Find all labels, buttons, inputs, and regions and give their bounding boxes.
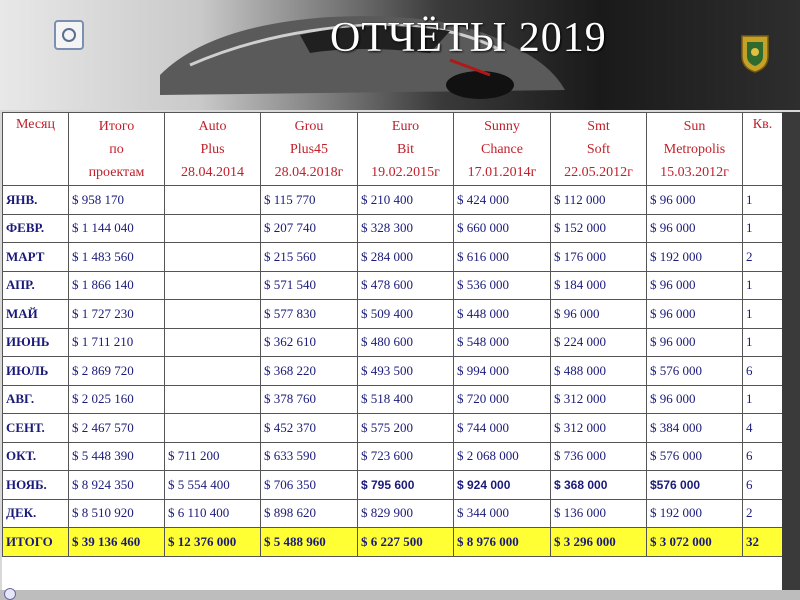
table-cell: $ 312 000 [551,414,647,443]
table-cell: $ 478 600 [358,271,454,300]
total-cell: $ 3 296 000 [551,528,647,557]
table-cell: $ 112 000 [551,186,647,215]
table-cell: $ 6 110 400 [165,499,261,528]
column-header [551,113,647,186]
column-header-line: Sunny [484,118,520,134]
column-header-line: Euro [391,118,420,134]
table-cell: $ 96 000 [647,186,743,215]
column-header-line: 19.02.2015г [371,164,440,180]
table-cell: $ 924 000 [454,471,551,500]
table-row [3,214,783,243]
column-header-line: Smt [587,118,610,134]
table-cell: 1 [743,328,783,357]
column-header-line: Chance [481,141,523,157]
column-header [743,113,783,186]
table-cell: $ 312 000 [551,385,647,414]
column-header-line: 15.03.2012г [660,164,729,180]
table-cell: $ 509 400 [358,300,454,329]
table-cell: $ 706 350 [261,471,358,500]
table-row [3,300,783,329]
table-row [3,499,783,528]
table-row [3,414,783,443]
table-cell: $ 2 869 720 [69,357,165,386]
company-logo-icon [54,20,84,50]
table-cell [165,214,261,243]
table-cell: $ 493 500 [358,357,454,386]
column-header [69,113,165,186]
table-cell: 1 [743,214,783,243]
table-cell: $ 2 025 160 [69,385,165,414]
table-row [3,471,783,500]
coat-of-arms-icon [738,30,772,74]
month-cell: МАЙ [3,300,69,329]
table-cell: $ 5 448 390 [69,442,165,471]
table-cell [165,357,261,386]
table-cell: $ 8 510 920 [69,499,165,528]
table-cell: $ 898 620 [261,499,358,528]
table-cell: $ 378 760 [261,385,358,414]
month-cell: СЕНТ. [3,414,69,443]
table-cell: $ 795 600 [358,471,454,500]
table-cell: $ 384 000 [647,414,743,443]
table-row [3,186,783,215]
table-cell: $ 96 000 [551,300,647,329]
table-cell: $ 96 000 [647,214,743,243]
total-cell: $ 5 488 960 [261,528,358,557]
column-header-line: Bit [396,141,415,157]
column-header-line: проектам [88,164,145,180]
column-header-line: 28.04.2018г [274,164,344,180]
table-cell: $ 8 924 350 [69,471,165,500]
table-row [3,385,783,414]
table-row [3,328,783,357]
table-cell: $ 577 830 [261,300,358,329]
table-cell: 2 [743,499,783,528]
table-cell [165,243,261,272]
table-cell: $ 744 000 [454,414,551,443]
column-header-line: 17.01.2014г [467,164,537,180]
table-cell: $ 660 000 [454,214,551,243]
table-cell: $ 2 068 000 [454,442,551,471]
table-cell: $ 424 000 [454,186,551,215]
column-header-line: 28.04.2014 [181,164,244,180]
month-cell: НОЯБ. [3,471,69,500]
table-cell: 1 [743,385,783,414]
table-cell: $ 448 000 [454,300,551,329]
month-cell: ОКТ. [3,442,69,471]
table-cell: 1 [743,271,783,300]
table-cell: $ 829 900 [358,499,454,528]
total-cell: $ 3 072 000 [647,528,743,557]
month-cell: АВГ. [3,385,69,414]
column-header-line: Auto [198,118,227,134]
table-cell: $ 633 590 [261,442,358,471]
column-header-line: Месяц [16,117,55,132]
column-header [3,113,69,186]
table-cell [165,300,261,329]
table-cell: $ 328 300 [358,214,454,243]
total-cell: ИТОГО [3,528,69,557]
table-cell: 6 [743,471,783,500]
table-cell [165,186,261,215]
table-cell: 2 [743,243,783,272]
table-cell: $ 152 000 [551,214,647,243]
month-cell: ИЮНЬ [3,328,69,357]
table-cell: $ 1 144 040 [69,214,165,243]
month-cell: ЯНВ. [3,186,69,215]
total-cell: $ 6 227 500 [358,528,454,557]
table-row [3,271,783,300]
table-cell: $ 518 400 [358,385,454,414]
month-cell: ФЕВР. [3,214,69,243]
table-cell: $ 1 866 140 [69,271,165,300]
table-cell: $ 571 540 [261,271,358,300]
month-cell: АПР. [3,271,69,300]
table-cell: $ 368 000 [551,471,647,500]
table-cell: $ 210 400 [358,186,454,215]
table-cell: $ 96 000 [647,385,743,414]
report-table [2,112,783,557]
table-cell: 4 [743,414,783,443]
table-cell: 6 [743,357,783,386]
total-row [3,528,783,557]
nav-home-icon[interactable] [4,588,16,600]
month-cell: ДЕК. [3,499,69,528]
month-cell: ИЮЛЬ [3,357,69,386]
table-cell: $ 536 000 [454,271,551,300]
table-cell: $ 616 000 [454,243,551,272]
table-cell: $ 207 740 [261,214,358,243]
table-cell: 1 [743,186,783,215]
table-cell: $ 192 000 [647,499,743,528]
table-cell: $ 344 000 [454,499,551,528]
column-header-line: Sun [683,118,706,134]
column-header-line: Итого [98,118,135,134]
table-cell: $ 184 000 [551,271,647,300]
column-header-line: по [109,141,124,157]
table-cell: $576 000 [647,471,743,500]
table-cell: $ 192 000 [647,243,743,272]
table-cell [165,328,261,357]
table-cell: $ 1 711 210 [69,328,165,357]
table-cell: $ 136 000 [551,499,647,528]
column-header [358,113,454,186]
table-cell: $ 96 000 [647,300,743,329]
table-cell: $ 215 560 [261,243,358,272]
page-title: ОТЧЁТЫ 2019 [330,15,607,61]
column-header [647,113,743,186]
table-cell: $ 994 000 [454,357,551,386]
report-table-container [2,112,782,590]
table-cell: $ 576 000 [647,442,743,471]
total-cell: $ 12 376 000 [165,528,261,557]
table-cell: $ 115 770 [261,186,358,215]
table-cell: 1 [743,300,783,329]
table-cell: $ 480 600 [358,328,454,357]
table-cell: 6 [743,442,783,471]
table-cell [165,385,261,414]
table-cell: $ 1 727 230 [69,300,165,329]
table-cell: $ 488 000 [551,357,647,386]
table-cell [165,271,261,300]
column-header [165,113,261,186]
total-cell: $ 8 976 000 [454,528,551,557]
header-banner [0,0,800,110]
total-cell: 32 [743,528,783,557]
table-cell: $ 723 600 [358,442,454,471]
table-cell: $ 576 000 [647,357,743,386]
table-cell: $ 720 000 [454,385,551,414]
table-cell: $ 736 000 [551,442,647,471]
column-header-line: Metropolis [663,141,726,157]
total-cell: $ 39 136 460 [69,528,165,557]
table-cell: $ 452 370 [261,414,358,443]
table-cell: $ 284 000 [358,243,454,272]
table-header-row [3,113,783,186]
table-cell: $ 958 170 [69,186,165,215]
column-header-line: Plus [200,141,225,157]
column-header-line: Soft [586,141,611,157]
table-cell: $ 711 200 [165,442,261,471]
table-cell: $ 2 467 570 [69,414,165,443]
table-cell: $ 224 000 [551,328,647,357]
table-row [3,442,783,471]
table-cell: $ 96 000 [647,328,743,357]
table-cell: $ 368 220 [261,357,358,386]
bottom-bar [0,590,800,600]
table-cell: $ 548 000 [454,328,551,357]
table-cell: $ 5 554 400 [165,471,261,500]
table-cell: $ 1 483 560 [69,243,165,272]
table-cell: $ 96 000 [647,271,743,300]
column-header-line: Plus45 [289,141,329,157]
month-cell: МАРТ [3,243,69,272]
table-cell: $ 362 610 [261,328,358,357]
table-body [3,186,783,557]
column-header [454,113,551,186]
column-header-line: Кв. [752,117,773,132]
table-row [3,243,783,272]
table-row [3,357,783,386]
column-header-line: 22.05.2012г [564,164,633,180]
table-cell [165,414,261,443]
column-header-line: Grou [294,118,324,134]
column-header [261,113,358,186]
right-edge-strip [782,112,800,590]
table-cell: $ 575 200 [358,414,454,443]
table-cell: $ 176 000 [551,243,647,272]
